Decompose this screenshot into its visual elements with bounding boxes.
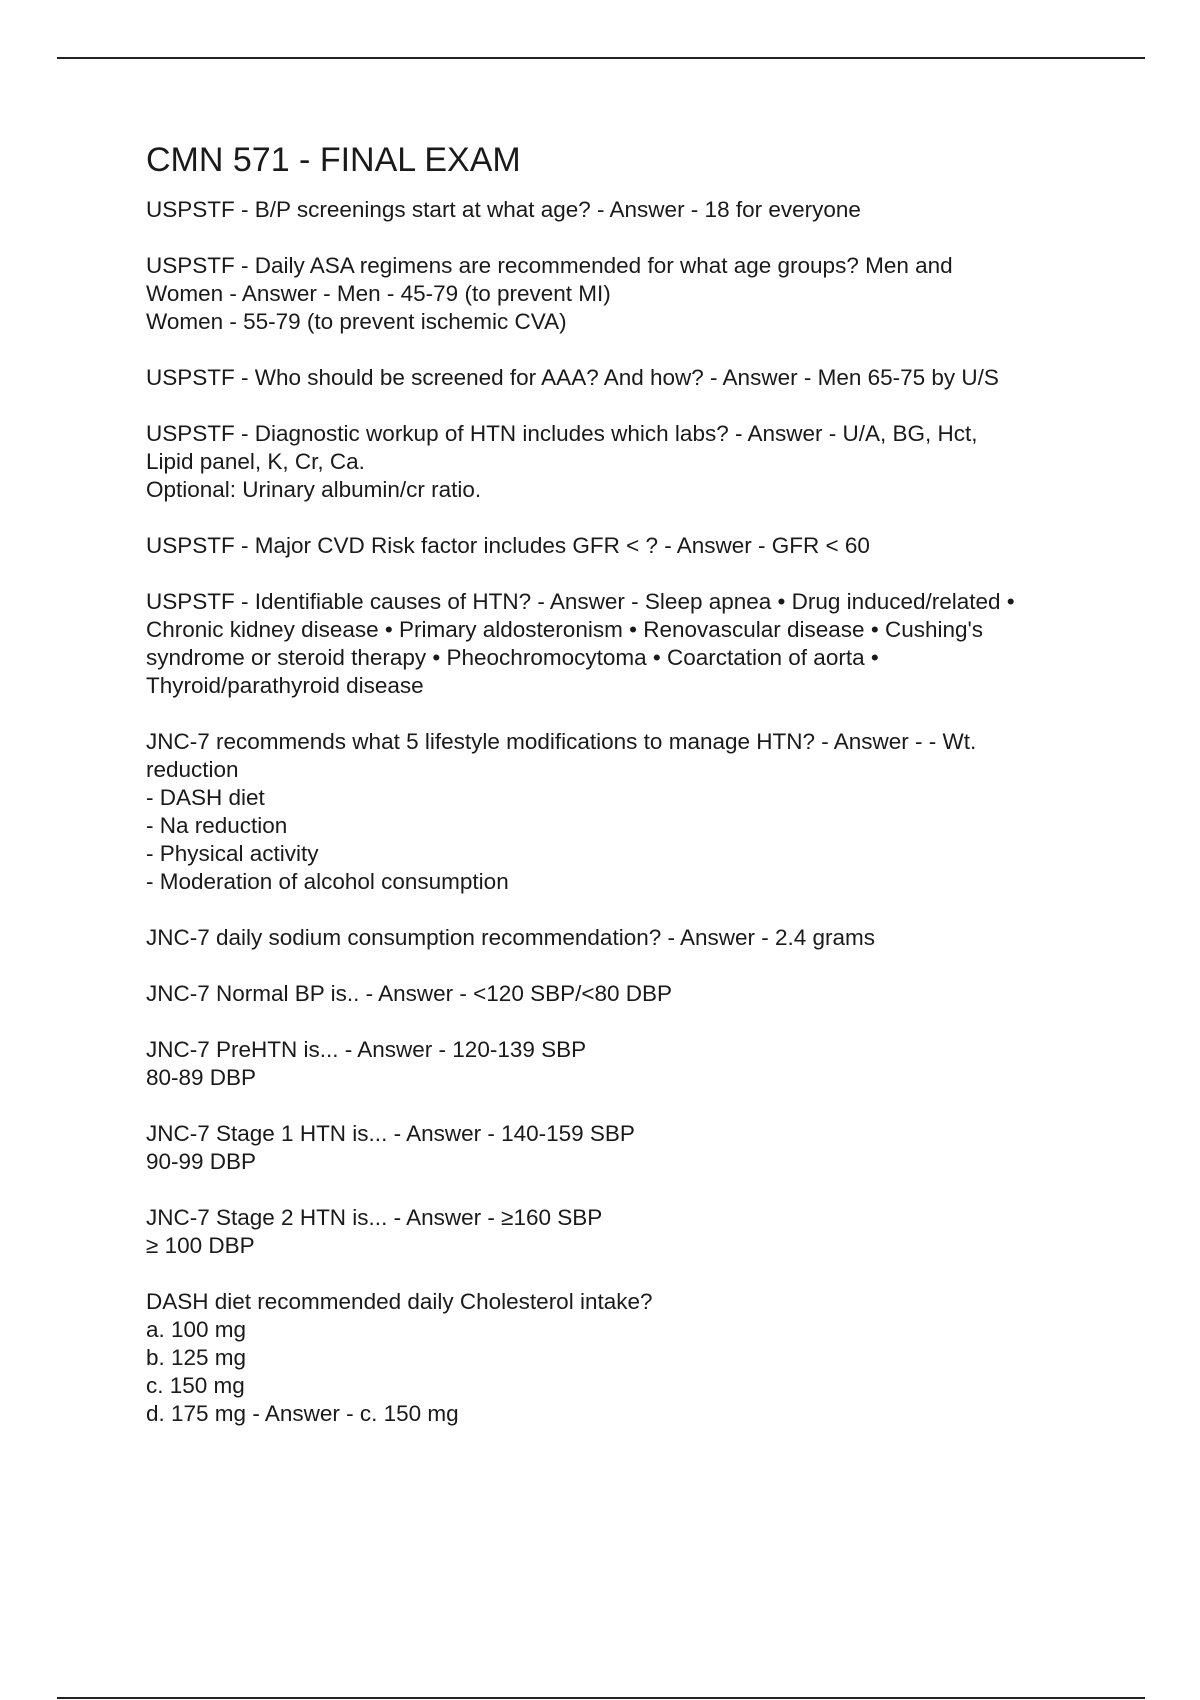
qa-item (146, 728, 1096, 896)
qa-line: ≥ 100 DBP (146, 1233, 255, 1258)
qa-item (146, 196, 1096, 224)
qa-line: JNC-7 recommends what 5 lifestyle modifications to manage HTN? - Answer - - Wt. (146, 729, 977, 754)
qa-line: JNC-7 PreHTN is... - Answer - 120-139 SBP (146, 1037, 587, 1062)
qa-line: USPSTF - Who should be screened for AAA? And how? - Answer - Men 65-75 by U/S (146, 365, 999, 390)
document-title: CMN 571 - FINAL EXAM (146, 141, 521, 179)
qa-line: USPSTF - Daily ASA regimens are recommended for what age groups? Men and (146, 253, 953, 278)
qa-line: - DASH diet (146, 785, 265, 810)
qa-line: JNC-7 daily sodium consumption recommendation? - Answer - 2.4 grams (146, 925, 876, 950)
qa-line: d. 175 mg - Answer - c. 150 mg (146, 1401, 459, 1426)
qa-item (146, 588, 1096, 700)
qa-item (146, 1036, 1096, 1092)
qa-line: Optional: Urinary albumin/cr ratio. (146, 477, 482, 502)
qa-line: Thyroid/parathyroid disease (146, 673, 424, 698)
document-body (146, 140, 1096, 1456)
qa-item (146, 252, 1096, 336)
qa-line: 80-89 DBP (146, 1065, 257, 1090)
qa-line: USPSTF - Identifiable causes of HTN? - Answer - Sleep apnea • Drug induced/related • (146, 589, 1015, 614)
qa-line: - Moderation of alcohol consumption (146, 869, 509, 894)
qa-line: USPSTF - Diagnostic workup of HTN includes which labs? - Answer - U/A, BG, Hct, (146, 421, 978, 446)
qa-line: a. 100 mg (146, 1317, 247, 1342)
qa-line: JNC-7 Stage 1 HTN is... - Answer - 140-159 SBP (146, 1121, 635, 1146)
qa-line: c. 150 mg (146, 1373, 245, 1398)
qa-item (146, 420, 1096, 504)
qa-list (146, 196, 1096, 1428)
qa-line: 90-99 DBP (146, 1149, 257, 1174)
qa-line: USPSTF - B/P screenings start at what age? - Answer - 18 for everyone (146, 197, 861, 222)
qa-item (146, 1288, 1096, 1428)
qa-line: Women - 55-79 (to prevent ischemic CVA) (146, 309, 567, 334)
bottom-divider (57, 1697, 1145, 1699)
qa-item (146, 1204, 1096, 1260)
qa-line: syndrome or steroid therapy • Pheochromocytoma • Coarctation of aorta • (146, 645, 879, 670)
qa-item (146, 532, 1096, 560)
qa-line: - Na reduction (146, 813, 288, 838)
qa-line: Chronic kidney disease • Primary aldosteronism • Renovascular disease • Cushing's (146, 617, 984, 642)
qa-item (146, 364, 1096, 392)
qa-line: JNC-7 Normal BP is.. - Answer - <120 SBP/<80 DBP (146, 981, 673, 1006)
top-divider (57, 57, 1145, 59)
qa-item (146, 1120, 1096, 1176)
qa-line: JNC-7 Stage 2 HTN is... - Answer - ≥160 SBP (146, 1205, 603, 1230)
qa-line: b. 125 mg (146, 1345, 247, 1370)
qa-line: DASH diet recommended daily Cholesterol intake? (146, 1289, 653, 1314)
qa-line: Lipid panel, K, Cr, Ca. (146, 449, 365, 474)
qa-line: USPSTF - Major CVD Risk factor includes GFR < ? - Answer - GFR < 60 (146, 533, 870, 558)
qa-line: reduction (146, 757, 239, 782)
qa-item (146, 924, 1096, 952)
qa-line: Women - Answer - Men - 45-79 (to prevent MI) (146, 281, 611, 306)
qa-line: - Physical activity (146, 841, 319, 866)
qa-item (146, 980, 1096, 1008)
